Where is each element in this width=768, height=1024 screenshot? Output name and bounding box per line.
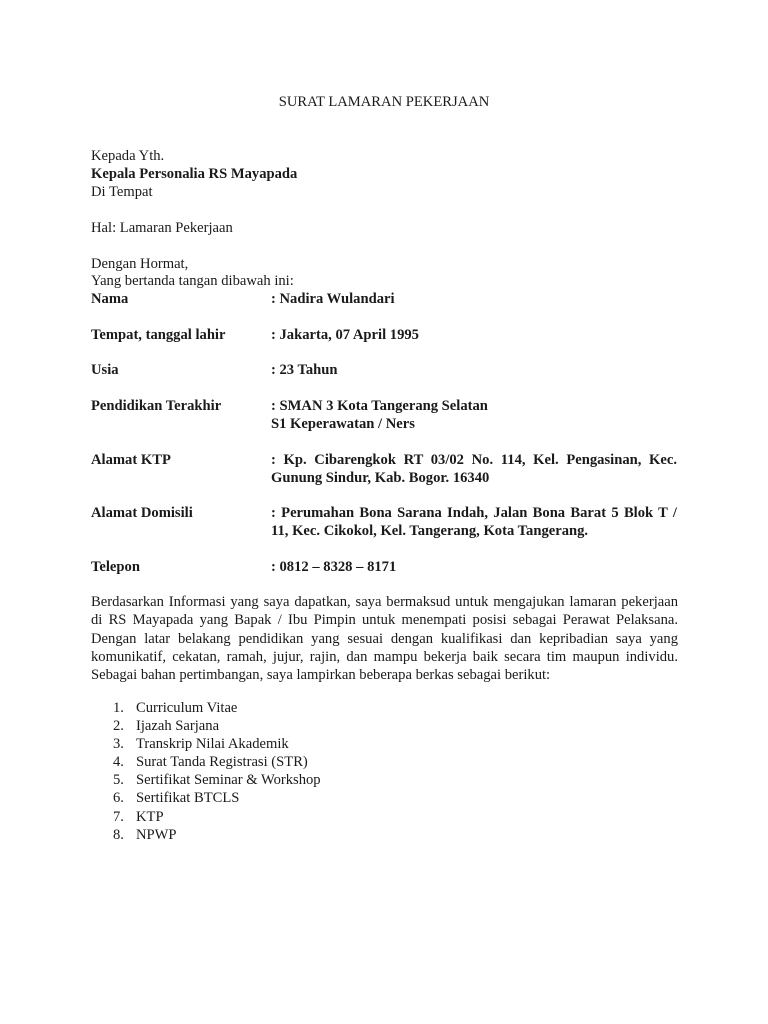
list-item-number: 4.	[113, 754, 124, 771]
field-value-alamat-domisili: : Perumahan Bona Sarana Indah, Jalan Bona Barat 5 Blok T / 11, Kec. Cikokol, Kel. Tangerang, Kota Tangerang.	[271, 505, 677, 539]
list-item-number: 8.	[113, 826, 124, 843]
intro-line: Yang bertanda tangan dibawah ini:	[91, 273, 294, 289]
list-item-number: 1.	[113, 700, 124, 716]
list-item-text: Transkrip Nilai Akademik	[136, 736, 289, 753]
field-value-alamat-ktp: : Kp. Cibarengkok RT 03/02 No. 114, Kel. Pengasinan, Kec. Gunung Sindur, Kab. Bogor. 16340	[271, 452, 677, 486]
list-item-text: NPWP	[136, 826, 177, 843]
list-item-text: Ijazah Sarjana	[136, 718, 220, 735]
list-item-text: Curriculum Vitae	[136, 700, 238, 716]
body-paragraph: Berdasarkan Informasi yang saya dapatkan, saya bermaksud untuk mengajukan lamaran pekerjaan di RS Mayapada yang Bapak / Ibu Pimpin untuk menempati posisi sebagai Perawat Pelaksana. Dengan latar belakang pendidikan yang sesuai dengan kualifikasi dan kepribadian saya yang komunikatif, cekatan, ramah, jujur, rajin, dan mampu bekerja baik secara tim maupun individu. Sebagai bahan pertimbangan, saya lampirkan beberapa berkas sebagai berikut:	[91, 594, 678, 684]
field-label-nama: Nama	[91, 291, 129, 307]
field-value-usia: : 23 Tahun	[271, 362, 338, 378]
field-value-nama: : Nadira Wulandari	[271, 291, 395, 307]
field-label-alamat-domisili: Alamat Domisili	[91, 505, 193, 521]
list-item-number: 7.	[113, 808, 124, 825]
list-item-text: Sertifikat BTCLS	[136, 790, 240, 807]
list-item-number: 2.	[113, 718, 124, 735]
recipient-greeting: Kepada Yth.	[91, 148, 165, 164]
field-label-pendidikan: Pendidikan Terakhir	[91, 398, 222, 414]
field-label-ttl: Tempat, tanggal lahir	[91, 327, 226, 343]
field-value-pendidikan-1: : SMAN 3 Kota Tangerang Selatan	[271, 398, 488, 414]
field-value-pendidikan-2: S1 Keperawatan / Ners	[271, 416, 415, 432]
field-value-ttl: : Jakarta, 07 April 1995	[271, 327, 419, 343]
salutation: Dengan Hormat,	[91, 256, 189, 272]
subject-line: Hal: Lamaran Pekerjaan	[91, 220, 233, 236]
field-label-telepon: Telepon	[91, 559, 140, 575]
list-item-text: KTP	[136, 808, 164, 825]
list-item-number: 5.	[113, 772, 124, 789]
list-item-number: 6.	[113, 790, 124, 807]
recipient-place: Di Tempat	[91, 184, 153, 200]
list-item-text: Surat Tanda Registrasi (STR)	[136, 754, 308, 771]
list-item-text: Sertifikat Seminar & Workshop	[136, 772, 321, 789]
field-label-usia: Usia	[91, 362, 119, 378]
recipient-name: Kepala Personalia RS Mayapada	[91, 166, 298, 182]
field-label-alamat-ktp: Alamat KTP	[91, 452, 171, 468]
letter-title: SURAT LAMARAN PEKERJAAN	[278, 94, 490, 110]
field-value-telepon: : 0812 – 8328 – 8171	[271, 559, 397, 575]
list-item-number: 3.	[113, 736, 124, 753]
